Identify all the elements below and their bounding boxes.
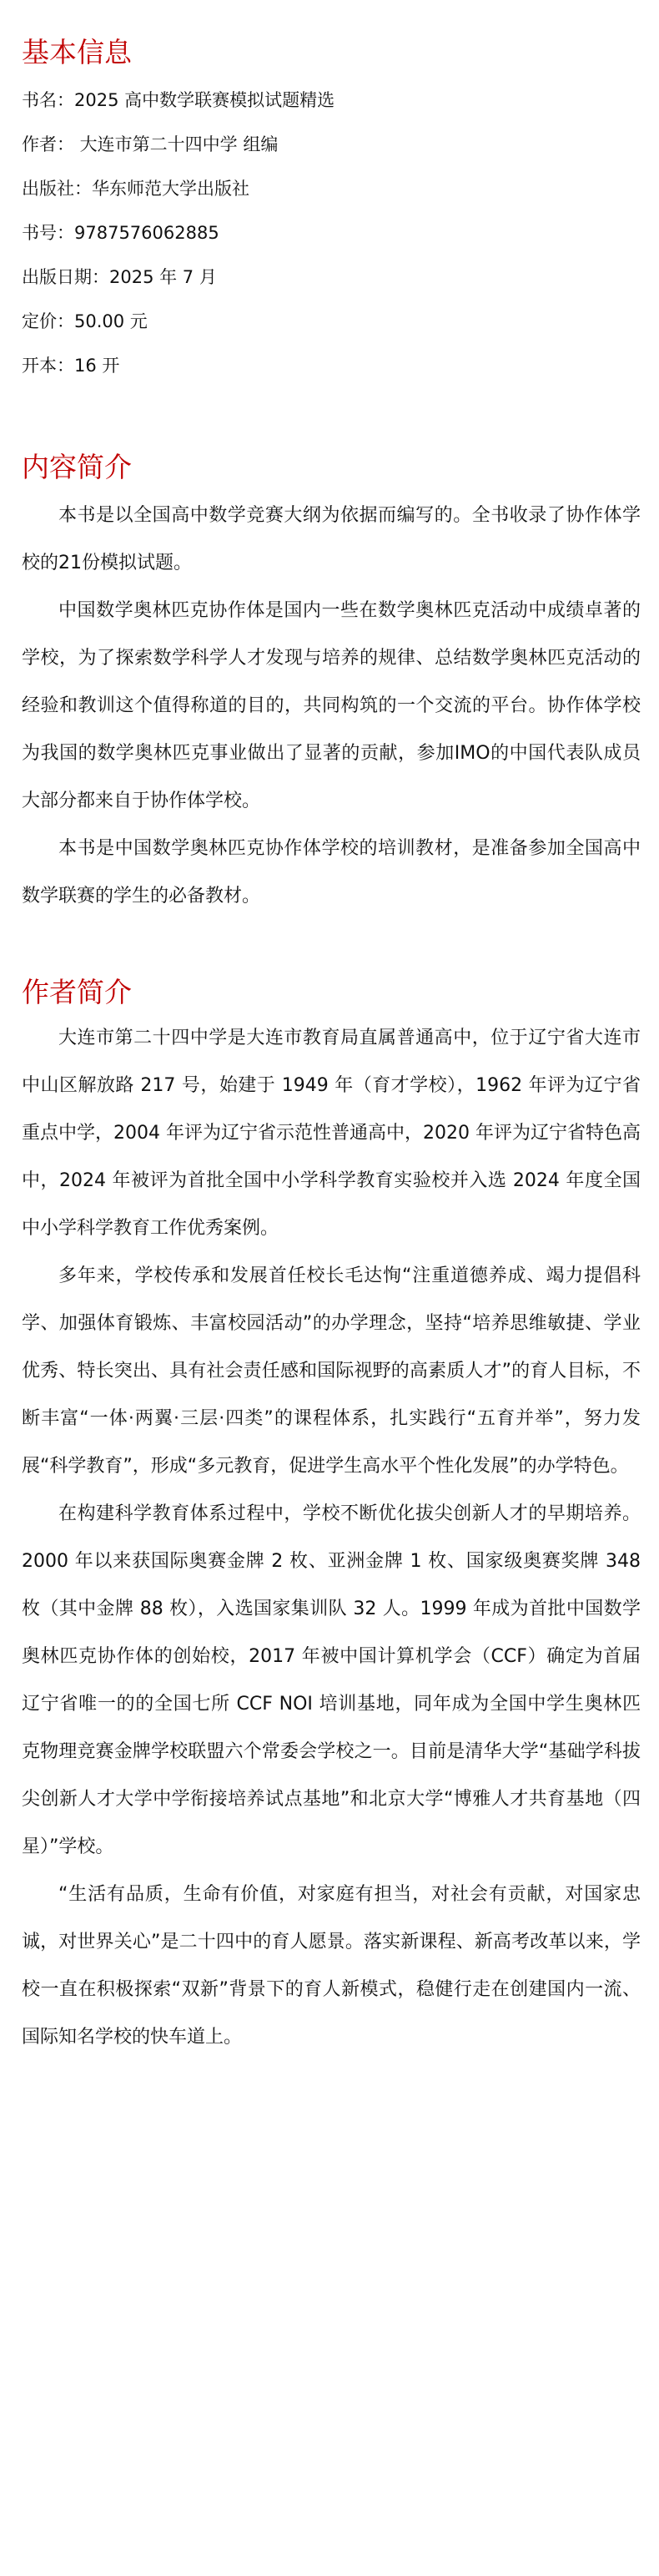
info-row-author: 作者： 大连市第二十四中学 组编 xyxy=(22,134,279,154)
content-intro-title: 内容简介 xyxy=(22,451,132,483)
content-intro-body xyxy=(22,492,641,920)
author-paragraph: 多年来，学校传承和发展首任校长毛达恂“注重道德养成、竭力提倡科学、加强体育锻炼、丰富校园活动”的办学理念，坚持“培养思维敏捷、学业优秀、特长突出、具有社会责任感和国际视野的高素质人才”的育人目标，不断丰富“一体·两翼·三层·四类”的课程体系，扎实践行“五育并举”，努力发展“科学教育”，形成“多元教育，促进学生高水平个性化发展”的办学特色。 xyxy=(22,1265,641,1477)
book-info-page xyxy=(0,34,659,2061)
info-row-title: 书名：2025 高中数学联赛模拟试题精选 xyxy=(22,90,335,110)
intro-paragraph: 中国数学奥林匹克协作体是国内一些在数学奥林匹克活动中成绩卓著的学校，为了探索数学科学人才发现与培养的规律、总结数学奥林匹克活动的经验和教训这个值得称道的目的，共同构筑的一个交流的平台。协作体学校为我国的数学奥林匹克事业做出了显著的贡献，参加IMO的中国代表队成员大部分都来自于协作体学校。 xyxy=(22,600,641,811)
author-intro-body xyxy=(22,1014,641,2061)
basic-info-title: 基本信息 xyxy=(22,36,132,68)
info-row-publisher: 出版社：华东师范大学出版社 xyxy=(22,179,249,199)
info-row-format: 开本：16 开 xyxy=(22,356,120,376)
intro-paragraph: 本书是中国数学奥林匹克协作体学校的培训教材，是准备参加全国高中数学联赛的学生的必备教材。 xyxy=(22,838,641,907)
intro-paragraph: 本书是以全国高中数学竞赛大纲为依据而编写的。全书收录了协作体学校的21份模拟试题。 xyxy=(22,505,641,573)
info-row-pub-date: 出版日期：2025 年 7 月 xyxy=(22,267,217,287)
author-paragraph: “生活有品质，生命有价值，对家庭有担当，对社会有贡献，对国家忠诚，对世界关心”是二十四中的育人愿景。落实新课程、新高考改革以来，学校一直在积极探索“双新”背景下的育人新模式，稳健行走在创建国内一流、国际知名学校的快车道上。 xyxy=(22,1884,641,2048)
info-row-isbn: 书号：9787576062885 xyxy=(22,223,219,243)
author-paragraph: 大连市第二十四中学是大连市教育局直属普通高中，位于辽宁省大连市中山区解放路 217 号，始建于 1949 年（育才学校），1962 年评为辽宁省重点中学，2004 年评为辽宁省示范性普通高中，2020 年评为辽宁省特色高中，2024 年被评为首批全国中小学科学教育实验校并入选 2024 年度全国中小学科学教育工作优秀案例。 xyxy=(22,1028,641,1239)
info-row-price: 定价：50.00 元 xyxy=(22,311,148,331)
basic-info-list xyxy=(22,88,641,378)
author-intro-title: 作者简介 xyxy=(22,976,132,1008)
author-paragraph: 在构建科学教育体系过程中，学校不断优化拔尖创新人才的早期培养。2000 年以来获国际奥赛金牌 2 枚、亚洲金牌 1 枚、国家级奥赛奖牌 348 枚（其中金牌 88 枚），入选国家集训队 32 人。1999 年成为首批中国数学奥林匹克协作体的创始校，2017 年被中国计算机学会（CCF）确定为首届辽宁省唯一的的全国七所 CCF NOI 培训基地，同年成为全国中学生奥林匹克物理竞赛金牌学校联盟六个常委会学校之一。目前是清华大学“基础学科拔尖创新人才大学中学衔接培养试点基地”和北京大学“博雅人才共育基地（四星）”学校。 xyxy=(22,1503,641,1857)
